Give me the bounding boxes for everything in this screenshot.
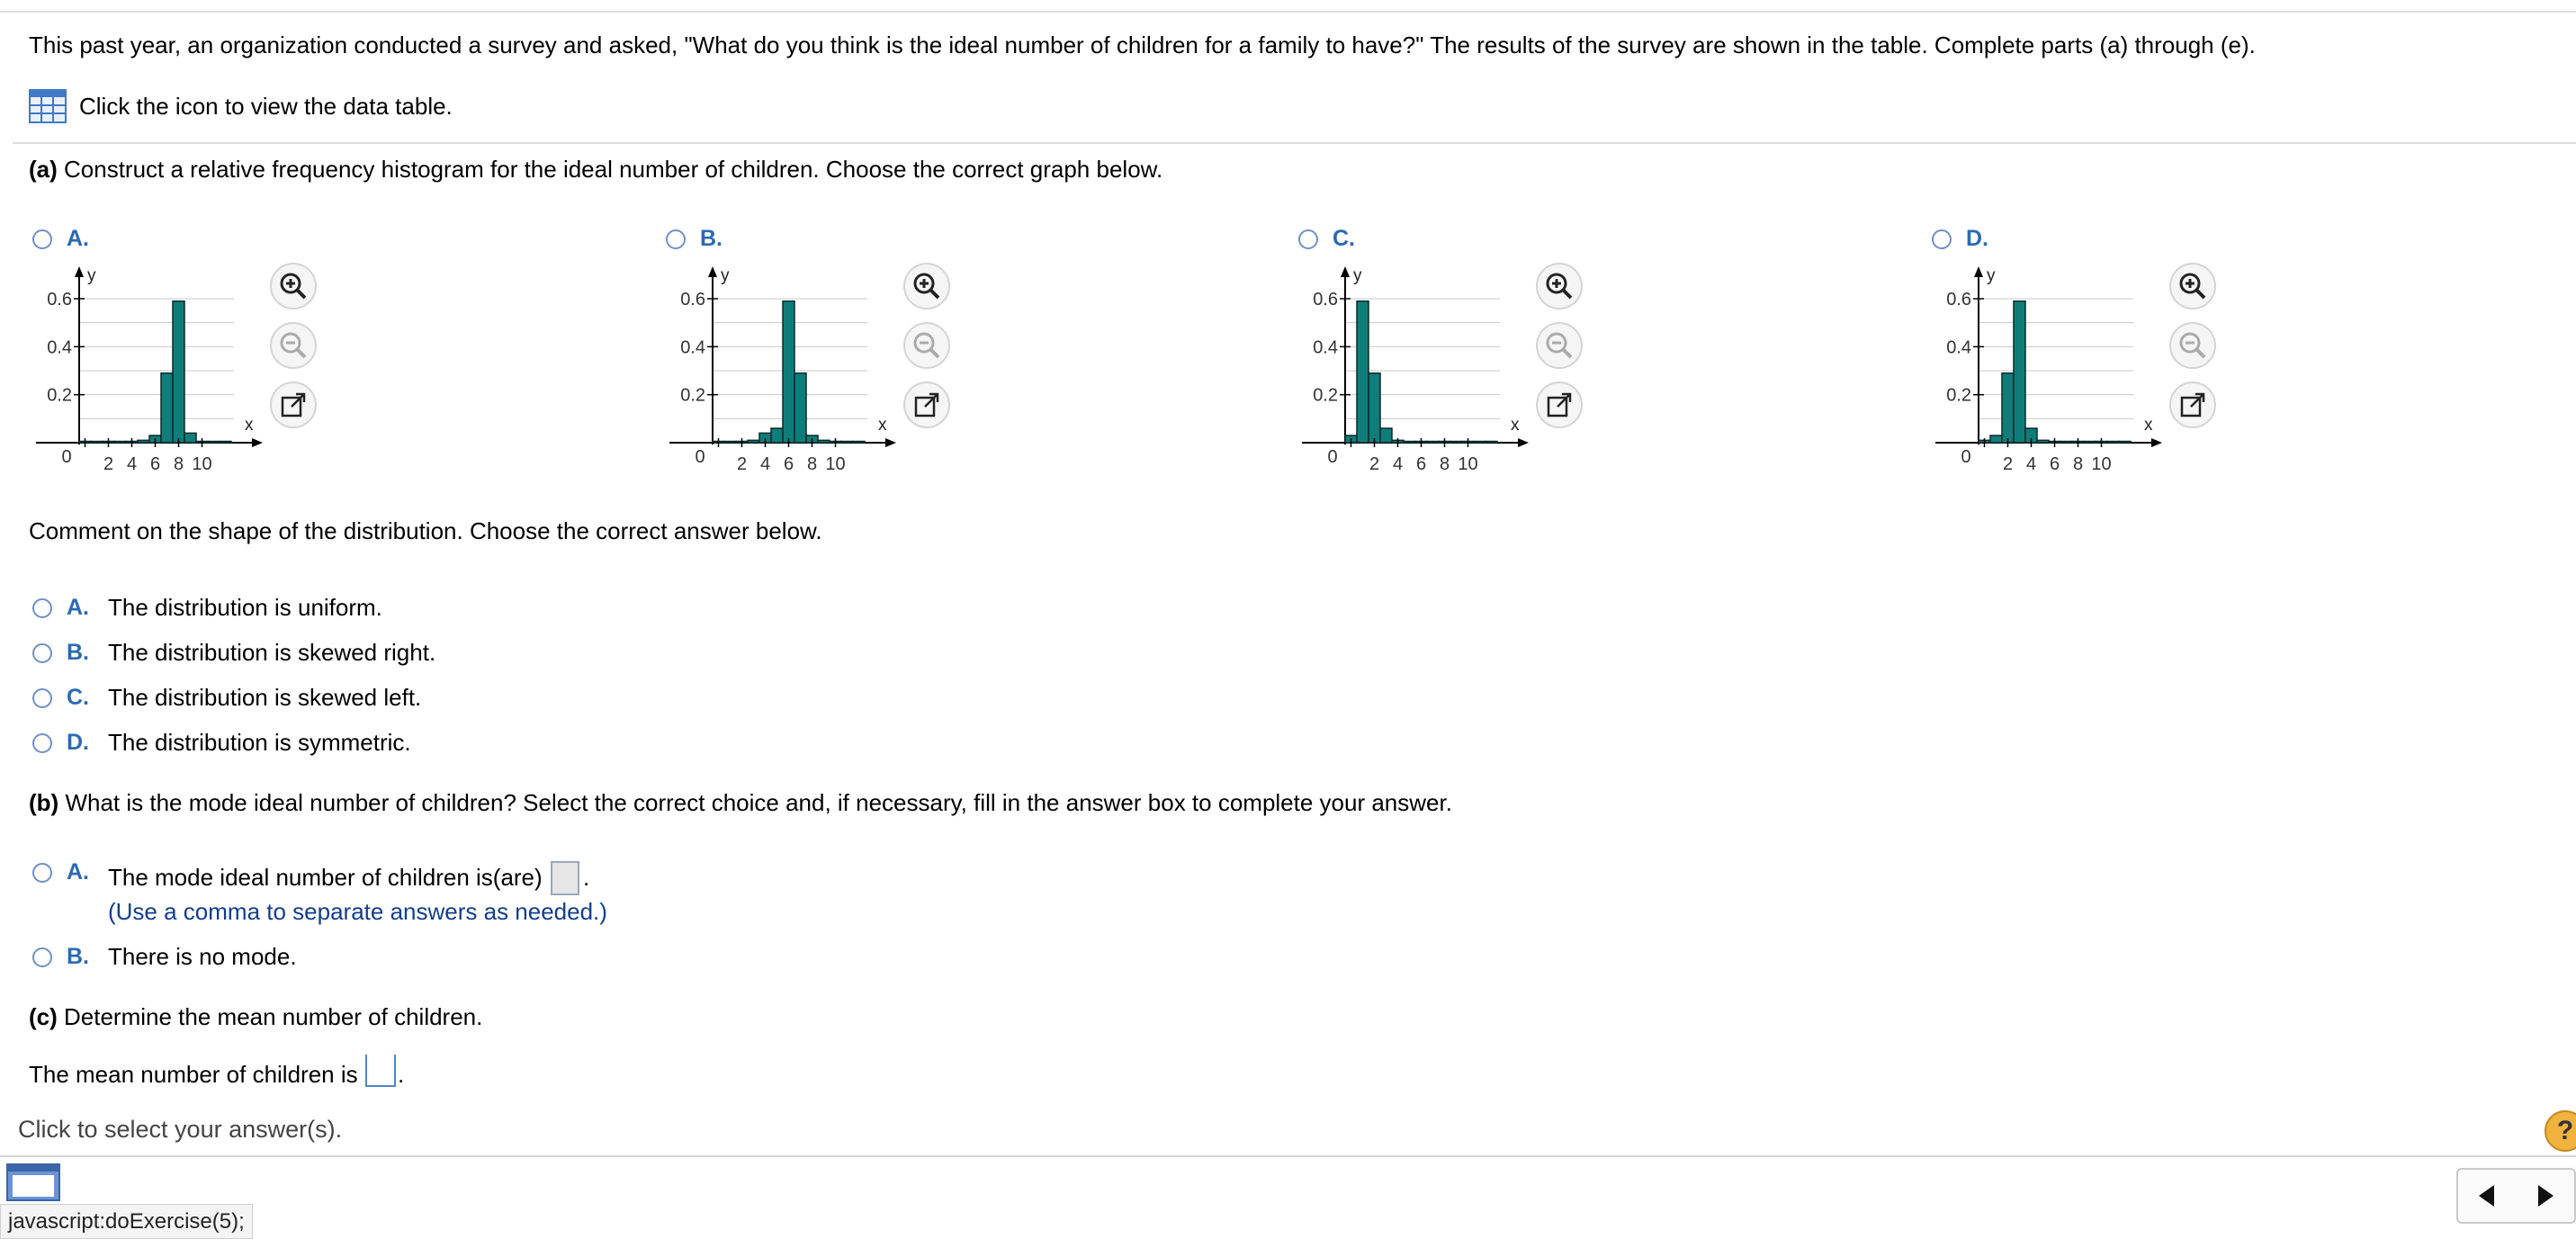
y-axis-arrow — [1974, 266, 1983, 277]
x-tick-label: 4 — [126, 454, 138, 474]
mode-option-a-letter[interactable]: A. — [67, 859, 89, 884]
status-bar-url: javascript:doExercise(5); — [0, 1204, 253, 1239]
y-axis-arrow — [75, 266, 84, 277]
zoom-in-icon — [2177, 271, 2208, 301]
select-answers-prompt: Click to select your answer(s). — [18, 1116, 343, 1143]
histogram-bar — [794, 373, 806, 443]
y-tick-label: 0.2 — [47, 385, 72, 406]
zoom-out-icon — [1544, 330, 1575, 361]
part-c-prompt-text: Determine the mean number of children. — [64, 1003, 483, 1030]
histogram-bar — [138, 440, 149, 443]
y-axis-arrow — [708, 266, 717, 277]
zoom-in-button-b[interactable] — [903, 263, 950, 310]
x-axis-arrow — [252, 438, 263, 447]
popout-button-a[interactable] — [270, 382, 317, 428]
previous-button[interactable] — [2458, 1170, 2517, 1222]
y-tick-label: 0.4 — [47, 337, 72, 358]
section-divider — [13, 142, 2576, 144]
shape-option-c-radio[interactable] — [32, 688, 52, 708]
zoom-in-icon — [911, 271, 942, 301]
y-tick-label: 0.2 — [1946, 385, 1971, 406]
mode-option-a-text[interactable]: The mode ideal number of children is(are) — [108, 864, 543, 891]
x-tick-label: 0 — [1961, 447, 1971, 467]
external-link-icon — [2179, 391, 2206, 418]
x-tick-label: 8 — [1439, 454, 1450, 474]
histogram-option-c — [1302, 263, 1536, 479]
histogram-bar — [853, 442, 865, 444]
shape-option-a-text[interactable]: The distribution is uniform. — [108, 594, 382, 621]
next-arrow-icon — [2535, 1183, 2556, 1208]
histogram-bar — [1474, 442, 1485, 444]
y-tick-label: 0.6 — [680, 290, 705, 310]
part-a-label: (a) — [29, 156, 58, 183]
x-tick-label: 8 — [2072, 454, 2084, 474]
popout-button-c[interactable] — [1536, 382, 1583, 428]
shape-option-d-letter[interactable]: D. — [67, 730, 89, 755]
histogram-bar — [184, 433, 196, 443]
zoom-out-button-b[interactable] — [903, 322, 950, 369]
histogram-bar — [2119, 442, 2131, 444]
histogram-bar — [1369, 373, 1380, 443]
mode-option-b-text[interactable]: There is no mode. — [108, 943, 297, 970]
y-tick-label: 0.6 — [47, 290, 72, 310]
part-a-prompt — [29, 155, 1162, 184]
question-navigation — [2456, 1168, 2576, 1224]
part-a-prompt-text: Construct a relative frequency histogram for the ideal number of children. Choose the correct graph below. — [64, 156, 1163, 183]
histogram-bar — [1450, 442, 1462, 444]
x-tick-label: 4 — [1392, 454, 1404, 474]
mode-answer-suffix: . — [583, 864, 590, 891]
histogram-bar — [91, 442, 103, 444]
graph-option-d-radio[interactable] — [1932, 229, 1952, 249]
histogram-bar — [748, 440, 759, 443]
x-tick-label: 2 — [736, 454, 748, 474]
shape-option-d-radio[interactable] — [32, 733, 52, 753]
histogram-bar — [161, 373, 173, 443]
graph-option-b-letter[interactable]: B. — [700, 226, 723, 251]
zoom-out-button-c[interactable] — [1536, 322, 1583, 369]
shape-option-c-letter[interactable]: C. — [67, 685, 89, 710]
mode-answer-hint: (Use a comma to separate answers as needed.) — [108, 898, 607, 925]
mode-option-b-letter[interactable]: B. — [67, 944, 89, 969]
data-table-icon[interactable] — [29, 89, 67, 123]
histogram-bar — [2084, 442, 2096, 444]
mean-answer-box[interactable] — [365, 1055, 396, 1087]
shape-option-a-radio[interactable] — [32, 598, 52, 618]
x-tick-label: 8 — [173, 454, 184, 474]
zoom-out-button-a[interactable] — [270, 322, 317, 369]
x-tick-label: 10 — [825, 454, 846, 474]
part-b-label: (b) — [29, 789, 59, 816]
y-axis-label: y — [721, 266, 730, 285]
x-tick-label: 10 — [1458, 454, 1478, 474]
zoom-in-button-d[interactable] — [2169, 263, 2216, 310]
histogram-bar — [841, 442, 853, 444]
mean-answer-suffix: . — [398, 1061, 405, 1088]
x-tick-label: 0 — [1327, 447, 1338, 467]
histogram-bar — [2037, 440, 2049, 443]
popout-button-d[interactable] — [2169, 382, 2216, 428]
x-tick-label: 6 — [2049, 454, 2060, 474]
histogram-option-d — [1935, 263, 2169, 479]
histogram-bar — [1357, 301, 1369, 443]
histogram-bar — [220, 442, 231, 444]
x-axis-arrow — [2151, 438, 2162, 447]
x-tick-label: 10 — [2091, 454, 2112, 474]
mode-option-a-radio[interactable] — [32, 863, 52, 883]
shape-option-b-text[interactable]: The distribution is skewed right. — [108, 639, 436, 666]
zoom-in-icon — [1544, 271, 1575, 301]
histogram-bar — [1990, 435, 2002, 443]
histogram-option-a — [36, 263, 270, 479]
top-divider — [0, 11, 2576, 13]
part-b-prompt — [29, 788, 1452, 817]
zoom-out-button-d[interactable] — [2169, 322, 2216, 369]
x-tick-label: 6 — [1415, 454, 1427, 474]
mode-option-b-radio[interactable] — [32, 947, 52, 967]
x-axis-label: x — [878, 416, 887, 435]
y-tick-label: 0.2 — [1313, 385, 1338, 406]
part-c-prompt — [29, 1002, 482, 1031]
x-tick-label: 2 — [1369, 454, 1380, 474]
histogram-bar — [1404, 442, 1415, 444]
graph-option-c-letter[interactable]: C. — [1333, 226, 1355, 251]
graph-option-b-radio[interactable] — [666, 229, 686, 249]
data-table-link-text[interactable]: Click the icon to view the data table. — [79, 92, 453, 120]
zoom-in-button-c[interactable] — [1536, 263, 1583, 310]
graph-option-d-letter[interactable]: D. — [1966, 226, 1988, 251]
histogram-bar — [208, 442, 220, 444]
histogram-bar — [1485, 442, 1497, 444]
y-tick-label: 0.4 — [680, 337, 705, 358]
histogram-bar — [2014, 301, 2025, 443]
part-c-label: (c) — [29, 1003, 58, 1030]
zoom-in-icon — [278, 271, 309, 301]
x-axis-label: x — [1511, 416, 1520, 435]
histogram-bar — [724, 442, 736, 444]
y-axis-label: y — [1353, 266, 1362, 285]
external-link-icon — [1546, 391, 1573, 418]
x-axis-label: x — [2144, 416, 2153, 435]
help-button[interactable]: ? — [2545, 1110, 2576, 1152]
external-link-icon — [913, 391, 940, 418]
y-tick-label: 0.6 — [1313, 290, 1338, 310]
x-axis-arrow — [1518, 438, 1529, 447]
histogram-bar — [2060, 442, 2072, 444]
x-axis-label: x — [245, 416, 254, 435]
x-tick-label: 10 — [192, 454, 212, 474]
histogram-bar — [173, 301, 184, 443]
toolbar-window-icon[interactable] — [4, 1163, 61, 1202]
x-tick-label: 2 — [103, 454, 114, 474]
x-tick-label: 6 — [149, 454, 161, 474]
data-table-link[interactable] — [29, 88, 453, 124]
zoom-out-icon — [2177, 330, 2208, 361]
zoom-out-icon — [911, 330, 942, 361]
x-tick-label: 0 — [61, 447, 72, 467]
external-link-icon — [280, 391, 307, 418]
shape-option-c-text[interactable]: The distribution is skewed left. — [108, 684, 422, 711]
y-tick-label: 0.4 — [1946, 337, 1971, 358]
histogram-bar — [818, 440, 830, 443]
x-axis-arrow — [885, 438, 896, 447]
zoom-in-button-a[interactable] — [270, 263, 317, 310]
next-button[interactable] — [2517, 1170, 2575, 1222]
shape-option-b-letter[interactable]: B. — [67, 640, 89, 665]
y-axis-arrow — [1341, 266, 1350, 277]
histogram-bar — [783, 301, 794, 443]
shape-prompt: Comment on the shape of the distribution. Choose the correct answer below. — [29, 517, 822, 544]
histogram-option-b — [669, 263, 903, 479]
y-axis-label: y — [87, 266, 96, 285]
popout-button-b[interactable] — [903, 382, 950, 428]
shape-option-a-letter[interactable]: A. — [67, 595, 89, 620]
graph-option-c-radio[interactable] — [1298, 229, 1318, 249]
mode-answer-box[interactable] — [551, 861, 579, 895]
x-tick-label: 0 — [695, 447, 705, 467]
histogram-bar — [114, 442, 126, 444]
mean-answer-text: The mean number of children is — [29, 1061, 358, 1088]
zoom-out-icon — [278, 330, 309, 361]
x-tick-label: 4 — [2025, 454, 2037, 474]
x-tick-label: 2 — [2002, 454, 2014, 474]
histogram-bar — [1427, 442, 1439, 444]
x-tick-label: 6 — [783, 454, 794, 474]
histogram-bar — [1380, 428, 1392, 443]
question-intro: This past year, an organization conducted a survey and asked, "What do you think is the ideal number of children for a family to have?" The results of the survey are shown in the table. Complete parts (a) through (e). — [29, 31, 2256, 58]
y-tick-label: 0.2 — [680, 385, 705, 406]
y-tick-label: 0.4 — [1313, 337, 1338, 358]
graph-option-a-letter[interactable]: A. — [67, 226, 89, 251]
x-tick-label: 4 — [759, 454, 771, 474]
x-tick-label: 8 — [806, 454, 818, 474]
previous-arrow-icon — [2476, 1183, 2498, 1208]
graph-option-a-radio[interactable] — [32, 229, 52, 249]
footer-divider — [0, 1155, 2576, 1157]
part-b-prompt-text: What is the mode ideal number of children? Select the correct choice and, if necessary, fill in the answer box to complete your answer. — [65, 789, 1452, 816]
histogram-bar — [2002, 373, 2014, 443]
shape-option-d-text[interactable]: The distribution is symmetric. — [108, 729, 411, 756]
histogram-bar — [771, 428, 783, 443]
y-tick-label: 0.6 — [1946, 290, 1971, 310]
histogram-bar — [2107, 442, 2119, 444]
y-axis-label: y — [1987, 266, 1996, 285]
shape-option-b-radio[interactable] — [32, 643, 52, 663]
